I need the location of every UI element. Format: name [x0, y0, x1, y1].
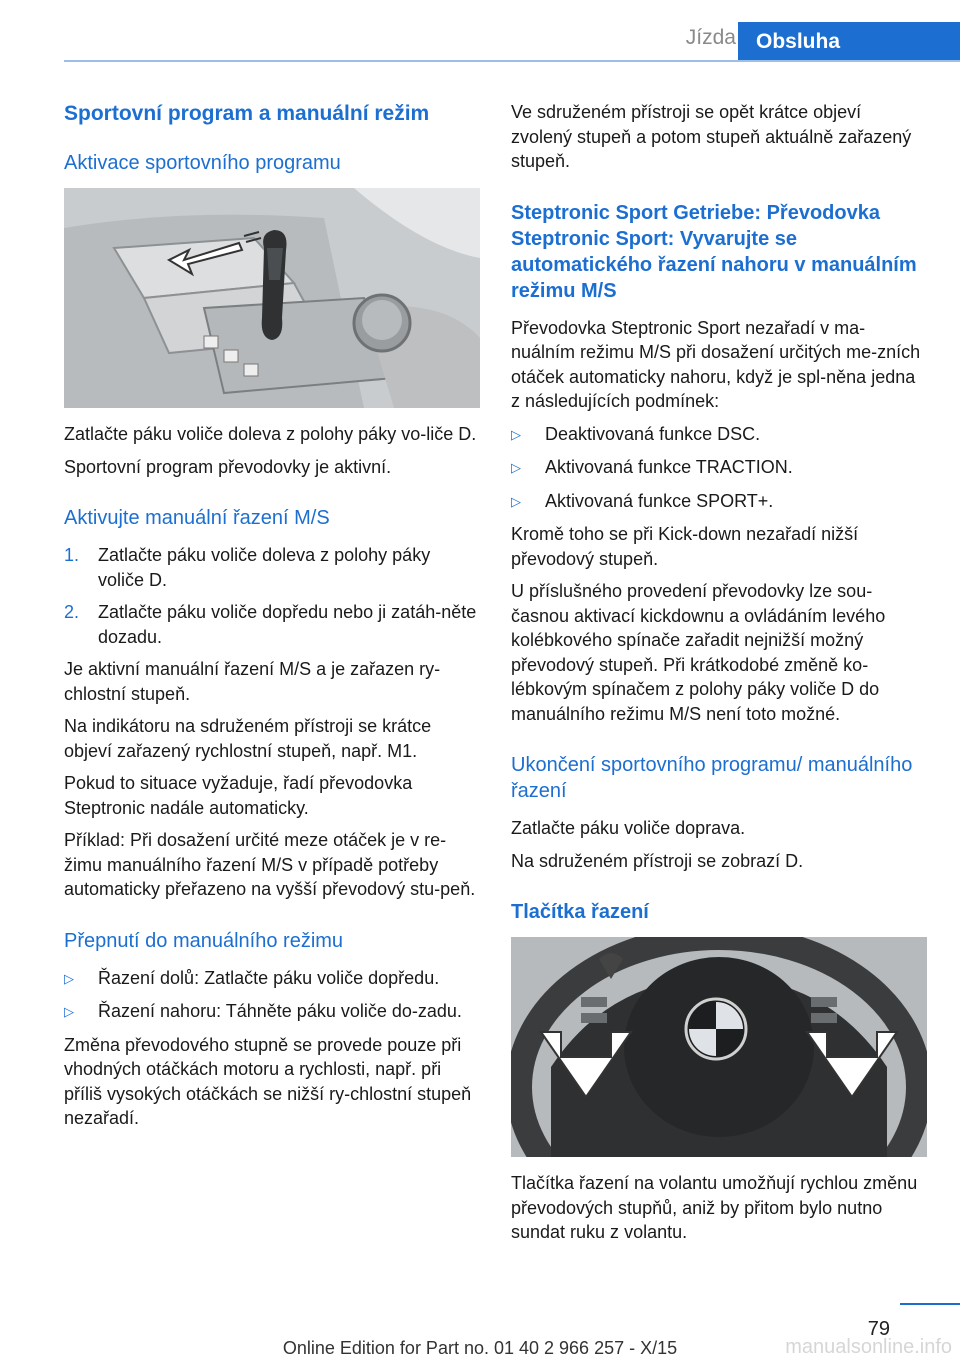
- header-rule: [64, 60, 960, 62]
- list-item: [64, 543, 480, 592]
- step-number: 2.: [64, 602, 80, 622]
- paragraph: Tlačítka řazení na volantu umožňují rychlou změnu převodových stupňů, aniž by přitom bylo nutno sundat ruku z volantu.: [511, 1173, 918, 1242]
- gear-selector-illustration: [64, 188, 480, 408]
- paragraph: U příslušného provedení převodovky lze sou-časnou aktivací kickdownu a ovládáním levého kolébkového spínače zařadit nejnižší možný převodový stupeň. Při krátkodobé změně ko-lébkovým spínačem z polohy páky voliče D do manuálního režimu M/S není toto možné.: [511, 581, 886, 724]
- list-item: [511, 489, 927, 515]
- paragraph: Změna převodového stupně se provede pouze při vhodných otáčkách motoru a rychlosti, např. při příliš vysokých otáčkách se nižší ry-chlostní stupeň nezařadí.: [64, 1034, 472, 1128]
- paragraph: Sportovní program převodovky je aktivní.: [64, 456, 392, 477]
- list-item-text: Deaktivovaná funkce DSC.: [545, 423, 761, 444]
- page-number: 79: [867, 1318, 890, 1340]
- gear-selector-image: [64, 188, 480, 408]
- subsection-title-steptronic-sport: Steptronic Sport Getriebe: Převodovka Steptronic Sport: Vyvarujte se automatického řazení nahoru v manuálním režimu M/S: [511, 201, 917, 302]
- footer-rule: [900, 1303, 960, 1305]
- list-item-text: Řazení nahoru: Táhněte páku voliče do-zadu.: [98, 1001, 462, 1021]
- step-text: Zatlačte páku voliče dopředu nebo ji zatáh-něte dozadu.: [98, 602, 477, 647]
- list-item-text: Aktivovaná funkce TRACTION.: [545, 457, 793, 477]
- list-item: [64, 600, 480, 649]
- list-item-text: Řazení dolů: Zatlačte páku voliče dopředu.: [98, 967, 440, 988]
- step-number: 1.: [64, 545, 80, 565]
- list-item: [511, 455, 927, 481]
- edition-note: Online Edition for Part no. 01 40 2 966 257 - X/15: [282, 1338, 678, 1358]
- header-tab-jizda[interactable]: Jízda: [685, 26, 736, 49]
- paragraph: Ve sdruženém přístroji se opět krátce objeví zvolený stupeň a potom stupeň aktuálně zařazený stupeň.: [511, 102, 912, 171]
- triangle-bullet-icon: ▷: [64, 970, 74, 986]
- numbered-steps: [64, 543, 480, 649]
- steering-wheel-illustration: [511, 937, 927, 1157]
- subsection-title-end-sport-program: Ukončení sportovního programu/ manuálního řazení: [511, 754, 913, 802]
- paragraph: Na sdruženém přístroji se zobrazí D.: [511, 850, 804, 871]
- steering-wheel-image: [511, 937, 927, 1157]
- triangle-bullet-icon: ▷: [511, 426, 521, 442]
- paragraph: Příklad: Při dosažení určité meze otáček je v re-žimu manuálního řazení M/S v případě potřeby automaticky přeřazeno na vyšší převodový stu-peň.: [64, 830, 476, 899]
- bullet-list: [64, 966, 480, 1025]
- bullet-list: [511, 422, 927, 515]
- paragraph: Je aktivní manuální řazení M/S a je zařazen ry-chlostní stupeň.: [64, 659, 441, 704]
- paragraph: Zatlačte páku voliče doprava.: [511, 818, 746, 838]
- subsection-title-sport-program: Aktivace sportovního programu: [64, 152, 341, 174]
- paragraph: Převodovka Steptronic Sport nezařadí v ma-nuálním režimu M/S při dosažení určitých me-zních otáček automaticky nahoru, když je spl-něna jedna z následujících podmínek:: [511, 317, 921, 411]
- watermark: manualsonline.info: [785, 1336, 952, 1358]
- left-column: [64, 100, 480, 1139]
- step-text: Zatlačte páku voliče doleva z polohy páky voliče D.: [98, 545, 431, 590]
- section-title: Sportovní program a manuální režim: [64, 102, 430, 125]
- subsection-title-shift-paddles: Tlačítka řazení: [511, 901, 649, 923]
- paragraph: Pokud to situace vyžaduje, řadí převodovka Steptronic nadále automaticky.: [64, 773, 413, 818]
- triangle-bullet-icon: ▷: [511, 460, 521, 475]
- triangle-bullet-icon: ▷: [64, 1004, 74, 1019]
- list-item: [64, 999, 480, 1025]
- page-header: [64, 0, 960, 62]
- right-column: [511, 100, 927, 1253]
- list-item-text: Aktivovaná funkce SPORT+.: [545, 490, 774, 511]
- paragraph: Zatlačte páku voliče doleva z polohy páky vo-liče D.: [64, 424, 477, 444]
- subsection-title-switch-manual: Přepnutí do manuálního režimu: [64, 929, 344, 952]
- header-tab-obsluha[interactable]: Obsluha: [738, 22, 960, 62]
- list-item: [511, 422, 927, 448]
- paragraph: Kromě toho se při Kick-down nezařadí nižší převodový stupeň.: [511, 524, 859, 569]
- list-item: [64, 966, 480, 992]
- subsection-title-manual-shift: Aktivujte manuální řazení M/S: [64, 507, 330, 529]
- paragraph: Na indikátoru na sdruženém přístroji se krátce objeví zařazený rychlostní stupeň, např. M1.: [64, 716, 432, 761]
- triangle-bullet-icon: ▷: [511, 493, 521, 509]
